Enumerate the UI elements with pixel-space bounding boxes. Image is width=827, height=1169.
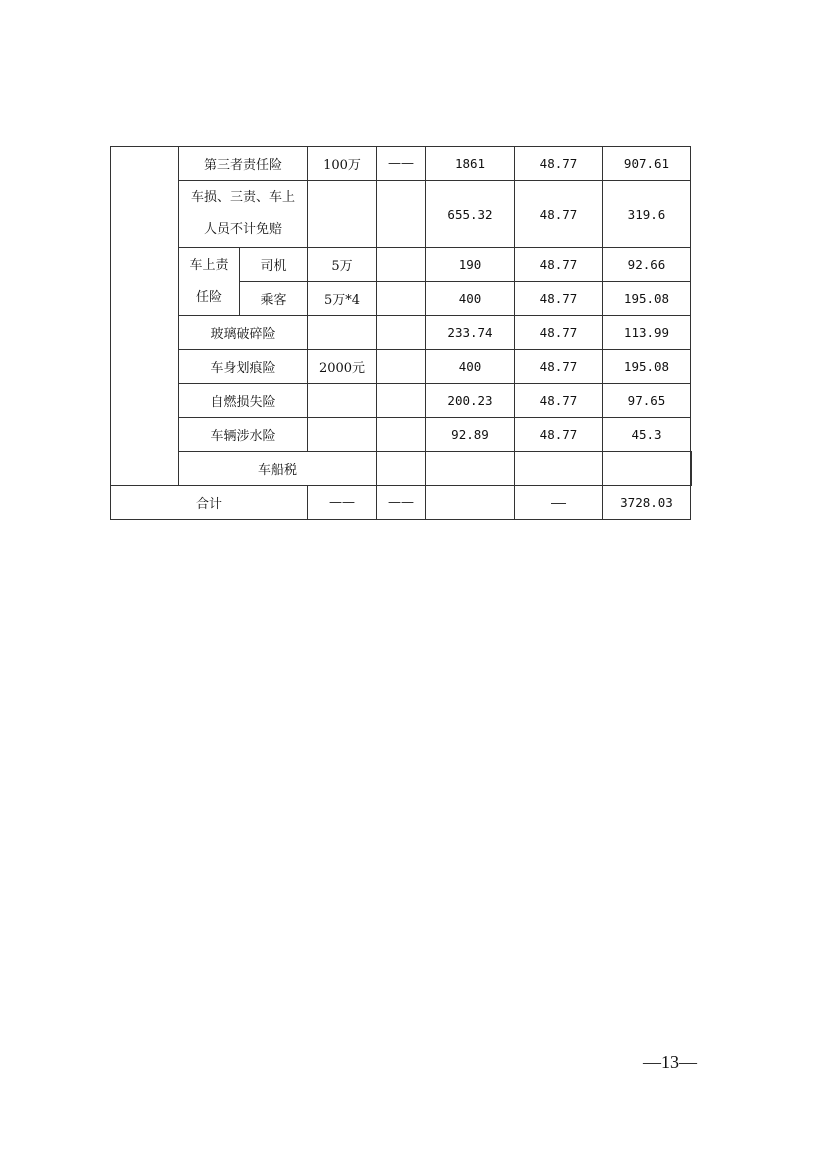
result-cell: 195.08 <box>603 350 691 384</box>
rate-cell: —— <box>515 486 603 520</box>
col3-cell <box>377 418 426 452</box>
rate-cell: 48.77 <box>515 181 603 248</box>
amount-cell <box>308 316 377 350</box>
premium-cell: 400 <box>426 350 515 384</box>
merged-left-cell <box>111 147 179 486</box>
premium-cell <box>426 486 515 520</box>
amount-cell <box>308 181 377 248</box>
rate-cell: 48.77 <box>515 418 603 452</box>
result-cell: 45.3 <box>603 418 691 452</box>
premium-cell <box>515 452 603 486</box>
premium-cell: 92.89 <box>426 418 515 452</box>
result-cell: 92.66 <box>603 248 691 282</box>
table-row <box>111 418 692 452</box>
col3-cell <box>377 350 426 384</box>
table-row <box>111 384 692 418</box>
rate-cell: 48.77 <box>515 248 603 282</box>
premium-cell: 190 <box>426 248 515 282</box>
premium-cell: 200.23 <box>426 384 515 418</box>
insurance-table <box>110 146 692 520</box>
item-cell: 合计 <box>111 486 308 520</box>
result-cell: 97.65 <box>603 384 691 418</box>
premium-cell: 400 <box>426 282 515 316</box>
result-cell: 319.6 <box>603 181 691 248</box>
item-cell: 自燃损失险 <box>179 384 308 418</box>
item-cell: 车身划痕险 <box>179 350 308 384</box>
group-line: 任险 <box>195 289 222 305</box>
table-row <box>111 248 692 282</box>
group-line: 车上责 <box>189 257 229 273</box>
rate-cell <box>603 452 691 486</box>
premium-cell: 233.74 <box>426 316 515 350</box>
amount-cell <box>308 418 377 452</box>
amount-cell <box>308 384 377 418</box>
col3-cell: —— <box>377 486 426 520</box>
rate-cell: 48.77 <box>515 384 603 418</box>
col3-cell <box>426 452 515 486</box>
amount-cell <box>377 452 426 486</box>
item-cell: 车船税 <box>179 452 377 486</box>
item-line: 车损、三责、车上 <box>190 190 295 205</box>
group-cell <box>179 248 240 316</box>
table-row <box>111 452 692 486</box>
amount-cell: 2000元 <box>308 350 377 384</box>
table-row <box>111 350 692 384</box>
rate-cell: 48.77 <box>515 316 603 350</box>
col3-cell <box>377 181 426 248</box>
premium-cell: 655.32 <box>426 181 515 248</box>
col3-cell <box>377 384 426 418</box>
item-cell <box>179 181 308 248</box>
item-cell: 第三者责任险 <box>179 147 308 181</box>
premium-cell: 1861 <box>426 147 515 181</box>
amount-cell: 5万 <box>308 248 377 282</box>
item-cell: 玻璃破碎险 <box>179 316 308 350</box>
result-cell: 195.08 <box>603 282 691 316</box>
amount-cell: 5万*4 <box>308 282 377 316</box>
result-cell: 113.99 <box>603 316 691 350</box>
col3-cell <box>377 248 426 282</box>
result-cell: 907.61 <box>603 147 691 181</box>
item-line: 人员不计免赔 <box>203 222 282 237</box>
amount-cell: —— <box>308 486 377 520</box>
col3-cell <box>377 316 426 350</box>
amount-cell: 100万 <box>308 147 377 181</box>
sub-item-cell: 司机 <box>240 248 308 282</box>
table-row <box>111 181 692 248</box>
page-number: —13— <box>643 1052 697 1072</box>
rate-cell: 48.77 <box>515 350 603 384</box>
sub-item-cell: 乘客 <box>240 282 308 316</box>
col3-cell <box>377 282 426 316</box>
table-row <box>111 147 692 181</box>
col3-cell: —— <box>377 147 426 181</box>
rate-cell: 48.77 <box>515 282 603 316</box>
item-cell: 车辆涉水险 <box>179 418 308 452</box>
rate-cell: 48.77 <box>515 147 603 181</box>
table-row <box>111 486 692 520</box>
table-row <box>111 316 692 350</box>
result-cell: 3728.03 <box>603 486 691 520</box>
result-cell <box>691 452 692 486</box>
